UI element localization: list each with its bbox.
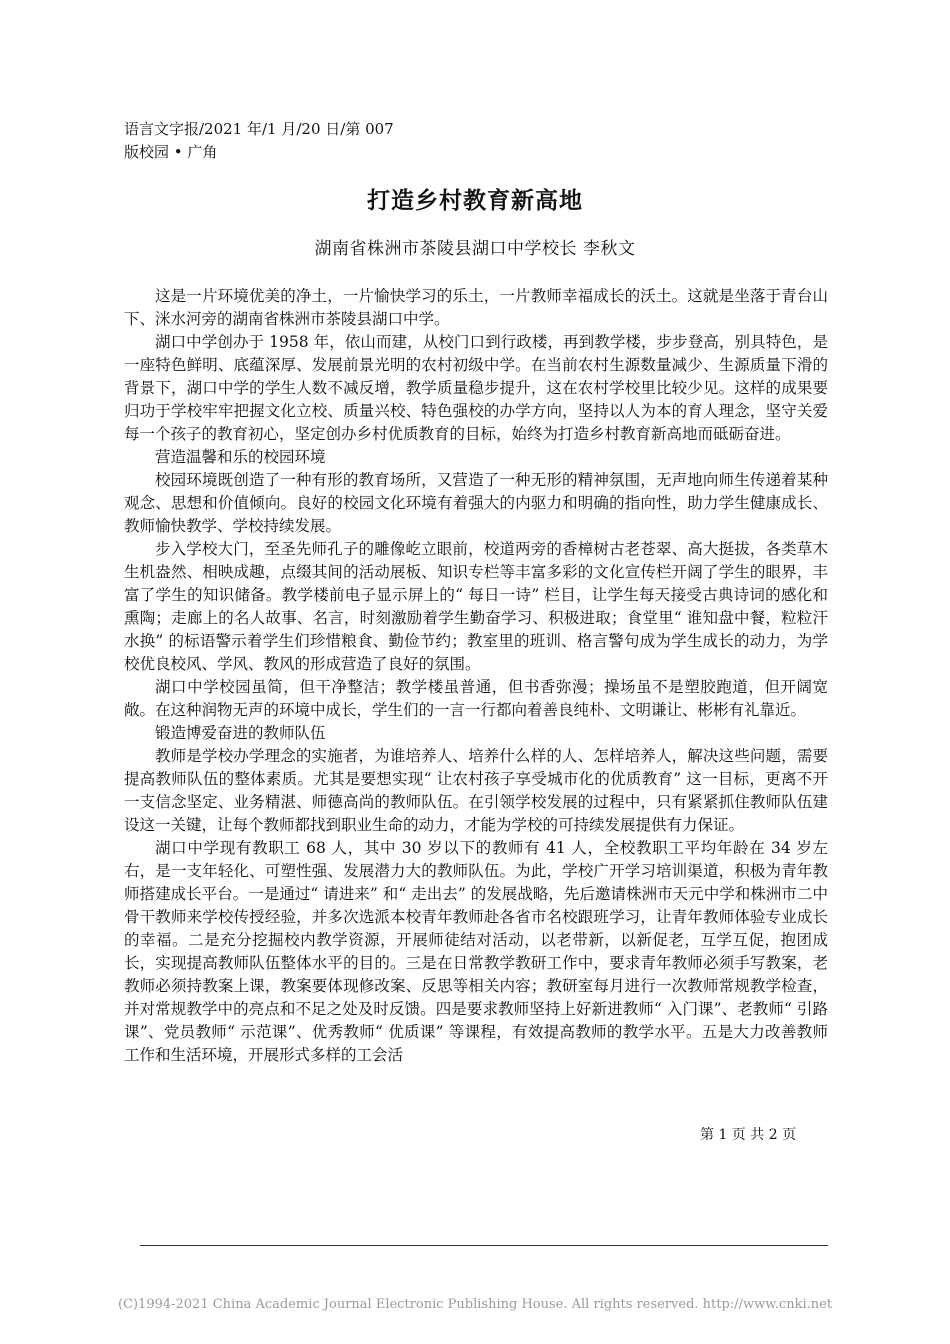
page-indicator: 第 1 页 共 2 页 <box>700 1127 797 1143</box>
paragraph-teachers-1: 教师是学校办学理念的实施者，为谁培养人、培养什么样的人、怎样培养人，解决这些问题，需要提高教师队伍的整体素质。尤其是要想实现“ 让农村孩子享受城市化的优质教育” 这一目标，更离不开一支信念坚定、业务精湛、师德高尚的教师队伍。在引领学校发展的过程中，只有紧紧抓住教师队伍建设这一关键，让每个教师都找到职业生命的动力，才能为学校的可持续发展提供有力保证。 <box>124 747 828 834</box>
source-citation <box>124 118 724 164</box>
paragraph-intro: 这是一片环境优美的净土，一片愉快学习的乐土，一片教师幸福成长的沃土。这就是坐落于青台山下、洣水河旁的湖南省株洲市茶陵县湖口中学。 <box>124 287 828 328</box>
paragraph-history: 湖口中学创办于 1958 年，依山而建，从校门口到行政楼，再到教学楼，步步登高，别具特色，是一座特色鲜明、底蕴深厚、发展前景光明的农村初级中学。在当前农村生源数量减少、生源质量下滑的背景下，湖口中学的学生人数不减反增，教学质量稳步提升，这在农村学校里比较少见。这样的成果要归功于学校牢牢把握文化立校、质量兴校、特色强校的办学方向，坚持以人为本的育人理念，坚守关爱每一个孩子的教育初心，坚定创办乡村优质教育的目标，始终为打造乡村教育新高地而砥砺奋进。 <box>124 333 828 443</box>
source-line-1: 语言文字报/2021 年/1 月/20 日/第 007 <box>124 120 394 138</box>
source-line-2: 版校园 • 广角 <box>124 143 218 161</box>
article-body <box>124 285 828 1067</box>
paragraph-teachers-2: 湖口中学现有教职工 68 人，其中 30 岁以下的教师有 41 人，全校教职工平均年龄在 34 岁左右，是一支年轻化、可塑性强、发展潜力大的教师队伍。为此，学校广开学习培训渠道，积极为青年教师搭建成长平台。一是通过“ 请进来” 和“ 走出去” 的发展战略，先后邀请株洲市天元中学和株洲市二中骨干教师来学校传授经验，并多次选派本校青年教师赴各省市名校跟班学习，让青年教师体验专业成长的幸福。二是充分挖掘校内教学资源，开展师徒结对活动，以老带新，以新促老，互学互促，抱团成长，实现提高教师队伍整体水平的目的。三是在日常教学教研工作中，要求青年教师必须手写教案，老教师必须持教案上课，教案要体现修改案、反思等相关内容；教研室每月进行一次教师常规教学检查，并对常规教学中的亮点和不足之处及时反馈。四是要求教师坚持上好新进教师“ 入门课”、老教师“ 引路课”、党员教师“ 示范课”、优秀教师“ 优质课” 等课程，有效提高教师的教学水平。五是大力改善教师工作和生活环境，开展形式多样的工会活 <box>124 839 828 1064</box>
section-heading-teachers: 锻造博爱奋进的教师队伍 <box>155 724 326 742</box>
article-title: 打造乡村教育新高地 <box>367 188 583 214</box>
paragraph-environment-1: 校园环境既创造了一种有形的教育场所，又营造了一种无形的精神氛围，无声地向师生传递着某种观念、思想和价值倾向。良好的校园文化环境有着强大的内驱力和明确的指向性，助力学生健康成长、教师愉快教学、学校持续发展。 <box>124 471 828 535</box>
paragraph-environment-3: 湖口中学校园虽简，但干净整洁；教学楼虽普通，但书香弥漫；操场虽不是塑胶跑道，但开阔宽敞。在这种润物无声的环境中成长，学生们的一言一行都向着善良纯朴、文明谦让、彬彬有礼靠近。 <box>124 678 828 719</box>
section-heading-environment: 营造温馨和乐的校园环境 <box>155 448 326 466</box>
paragraph-environment-2: 步入学校大门，至圣先师孔子的雕像屹立眼前，校道两旁的香樟树古老苍翠、高大挺拔，各类草木生机盎然、相映成趣，点缀其间的活动展板、知识专栏等丰富多彩的文化宣传栏开阔了学生的眼界，丰富了学生的知识储备。教学楼前电子显示屏上的“ 每日一诗” 栏目，让学生每天接受古典诗词的感化和熏陶；走廊上的名人故事、名言，时刻激励着学生勤奋学习、积极进取；食堂里“ 谁知盘中餐，粒粒汗水换” 的标语警示着学生们珍惜粮食、勤俭节约；教室里的班训、格言警句成为学生成长的动力，为学校优良校风、学风、教风的形成营造了良好的氛围。 <box>124 540 828 673</box>
article-byline: 湖南省株洲市茶陵县湖口中学校长 李秋文 <box>314 239 636 259</box>
copyright-notice: (C)1994-2021 China Academic Journal Electronic Publishing House. All rights reserved. http://www.cnki.net <box>117 1297 833 1312</box>
footer-divider <box>140 1245 828 1246</box>
